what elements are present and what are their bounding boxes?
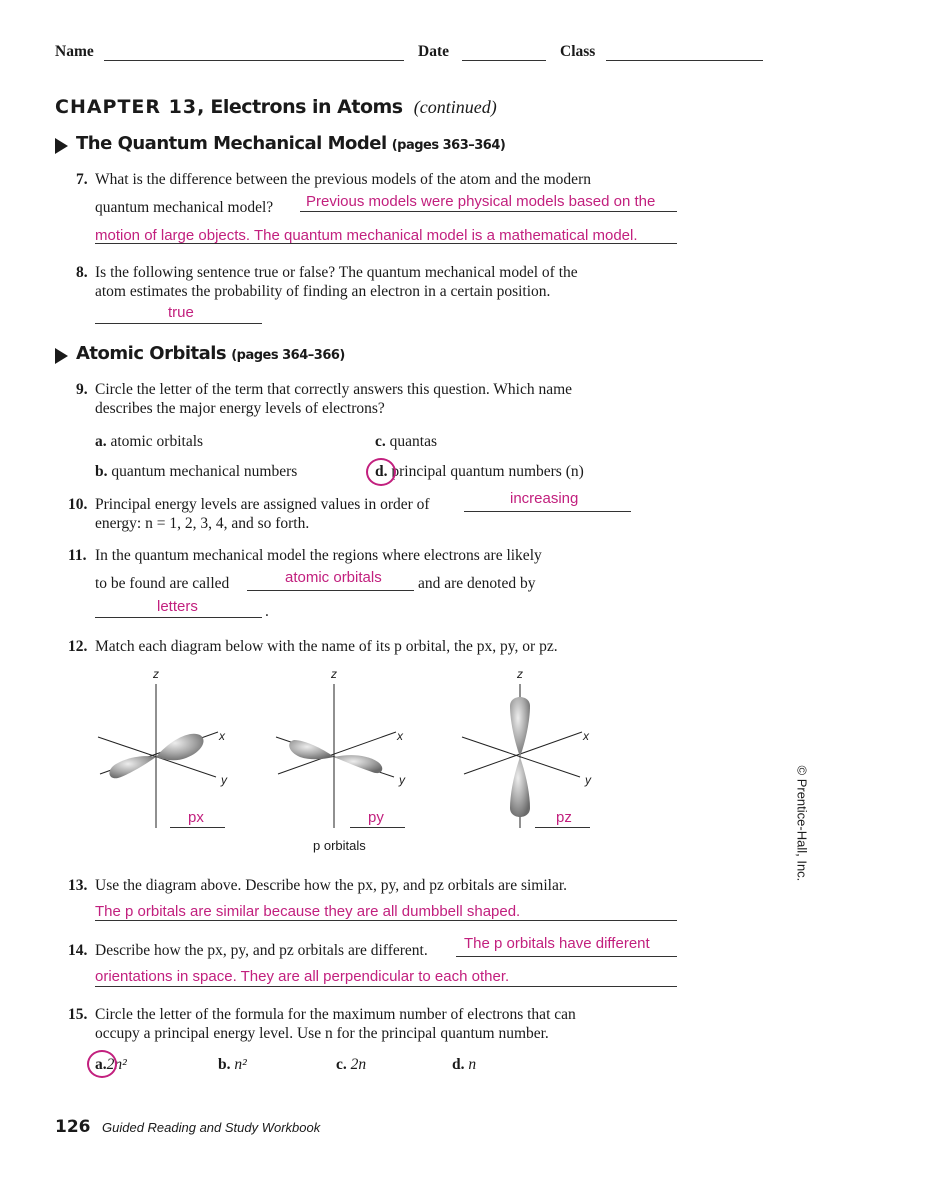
chapter-title: Electrons in Atoms <box>210 96 403 118</box>
option-letter: a. <box>95 433 107 450</box>
q7-text-line1: What is the difference between the previous models of the atom and the modern <box>95 171 591 188</box>
option-letter: d. <box>375 463 388 480</box>
q11-text-line2a: to be found are called <box>95 575 230 592</box>
q7-number: 7. <box>76 171 88 188</box>
q14-answer1: The p orbitals have different <box>464 935 650 952</box>
q12-answer-line-3[interactable] <box>535 827 590 828</box>
q7-answer-line1[interactable] <box>300 211 677 212</box>
option-text: quantas <box>389 433 437 450</box>
q9-text-line1: Circle the letter of the term that correctly answers this question. Which name <box>95 381 573 398</box>
option-text: quantum mechanical numbers <box>111 463 298 480</box>
q13-answer: The p orbitals are similar because they are all dumbbell shaped. <box>95 903 521 920</box>
q7-text-line2: quantum mechanical model? <box>95 199 274 216</box>
date-field[interactable] <box>462 60 546 61</box>
q8-answer: true <box>168 304 194 321</box>
q10-text-line1: Principal energy levels are assigned values in order of <box>95 496 430 513</box>
x-axis-label: x <box>397 729 403 743</box>
chapter-heading <box>55 96 497 118</box>
q12-text: Match each diagram below with the name of its p orbital, the px, py, or pz. <box>95 638 558 655</box>
q10-text-line2: energy: n = 1, 2, 3, 4, and so forth. <box>95 515 310 532</box>
py-orbital-diagram <box>276 667 406 828</box>
q15-option-d[interactable] <box>452 1055 476 1074</box>
p-orbital-diagrams <box>90 660 610 860</box>
option-letter: c. <box>336 1056 347 1073</box>
q14-answer-line1[interactable] <box>456 956 677 957</box>
section-quantum-model <box>76 133 505 154</box>
q9-option-c[interactable] <box>375 432 437 451</box>
q15-text-line1: Circle the letter of the formula for the maximum number of electrons that can <box>95 1006 576 1023</box>
class-label: Class <box>560 43 596 60</box>
q11-answer1: atomic orbitals <box>285 569 382 586</box>
section-atomic-orbitals <box>76 343 345 364</box>
option-formula: 2n² <box>106 1056 127 1073</box>
q9-option-d[interactable] <box>375 462 584 481</box>
q15-option-b[interactable] <box>218 1055 247 1074</box>
q13-answer-line[interactable] <box>95 920 677 921</box>
option-letter: a. <box>95 1056 107 1073</box>
section-pages: (pages 364–366) <box>231 348 345 363</box>
answer-circle <box>87 1050 117 1078</box>
q12-answer-line-1[interactable] <box>170 827 225 828</box>
q10-answer-line[interactable] <box>464 511 631 512</box>
q12-number: 12. <box>68 638 88 655</box>
option-letter: c. <box>375 433 386 450</box>
q11-answer-line2[interactable] <box>95 617 262 618</box>
q15-number: 15. <box>68 1006 88 1023</box>
q11-number: 11. <box>68 547 87 564</box>
option-formula: n² <box>234 1056 247 1073</box>
q10-number: 10. <box>68 496 88 513</box>
z-axis-label: z <box>331 667 337 681</box>
option-text: atomic orbitals <box>110 433 204 450</box>
answer-circle <box>366 458 396 486</box>
q9-number: 9. <box>76 381 88 398</box>
q10-answer: increasing <box>510 490 579 507</box>
q9-option-b[interactable] <box>95 462 297 481</box>
z-axis-label: z <box>517 667 523 681</box>
copyright-notice: © Prentice-Hall, Inc. <box>794 765 810 882</box>
x-axis-label: x <box>583 729 589 743</box>
class-field[interactable] <box>606 60 763 61</box>
q14-answer2: orientations in space. They are all perpendicular to each other. <box>95 968 510 985</box>
name-label: Name <box>55 43 94 60</box>
pz-orbital-diagram <box>462 667 592 828</box>
option-letter: d. <box>452 1056 465 1073</box>
y-axis-label: y <box>585 773 591 787</box>
q8-answer-line[interactable] <box>95 323 262 324</box>
q12-answer-line-2[interactable] <box>350 827 405 828</box>
section-title: The Quantum Mechanical Model <box>76 133 387 154</box>
q15-option-c[interactable] <box>336 1055 366 1074</box>
q12-answer-1: px <box>188 809 204 826</box>
q13-number: 13. <box>68 877 88 894</box>
q11-text-line2b: and are denoted by <box>418 575 536 592</box>
px-orbital-diagram <box>98 667 228 828</box>
name-field[interactable] <box>104 60 404 61</box>
q13-text: Use the diagram above. Describe how the px, py, and pz orbitals are similar. <box>95 877 568 894</box>
q15-text-line2: occupy a principal energy level. Use n for the principal quantum number. <box>95 1025 549 1042</box>
diagram-caption: p orbitals <box>313 838 366 853</box>
q14-answer-line2[interactable] <box>95 986 677 987</box>
workbook-title: Guided Reading and Study Workbook <box>102 1120 321 1135</box>
section-arrow-icon <box>55 348 68 364</box>
option-text: principal quantum numbers (n) <box>391 463 584 480</box>
y-axis-label: y <box>399 773 405 787</box>
z-axis-label: z <box>153 667 159 681</box>
date-label: Date <box>418 43 449 60</box>
q9-text-line2: describes the major energy levels of electrons? <box>95 400 385 417</box>
q8-number: 8. <box>76 264 88 281</box>
chapter-continued: (continued) <box>413 97 497 117</box>
q8-text-line2: atom estimates the probability of finding an electron in a certain position. <box>95 283 551 300</box>
x-axis-label: x <box>219 729 225 743</box>
q12-answer-2: py <box>368 809 384 826</box>
q8-text-line1: Is the following sentence true or false? The quantum mechanical model of the <box>95 264 578 281</box>
q11-answer2: letters <box>157 598 198 615</box>
section-arrow-icon <box>55 138 68 154</box>
q11-text-line1: In the quantum mechanical model the regions where electrons are likely <box>95 547 542 564</box>
option-formula: 2n <box>350 1056 367 1073</box>
q7-answer2: motion of large objects. The quantum mechanical model is a mathematical model. <box>95 227 638 244</box>
section-title: Atomic Orbitals <box>76 343 227 364</box>
q11-answer-line1[interactable] <box>247 590 414 591</box>
q12-answer-3: pz <box>556 809 572 826</box>
y-axis-label: y <box>221 773 227 787</box>
q7-answer1: Previous models were physical models based on the <box>306 193 656 210</box>
option-letter: b. <box>95 463 108 480</box>
chapter-label: CHAPTER 13, <box>55 96 206 118</box>
q14-text: Describe how the px, py, and pz orbitals are different. <box>95 942 428 959</box>
page-number: 126 <box>55 1117 91 1137</box>
q14-number: 14. <box>68 942 88 959</box>
section-pages: (pages 363–364) <box>391 138 506 153</box>
option-letter: b. <box>218 1056 231 1073</box>
option-formula: n <box>468 1056 477 1073</box>
q9-option-a[interactable] <box>95 432 203 451</box>
